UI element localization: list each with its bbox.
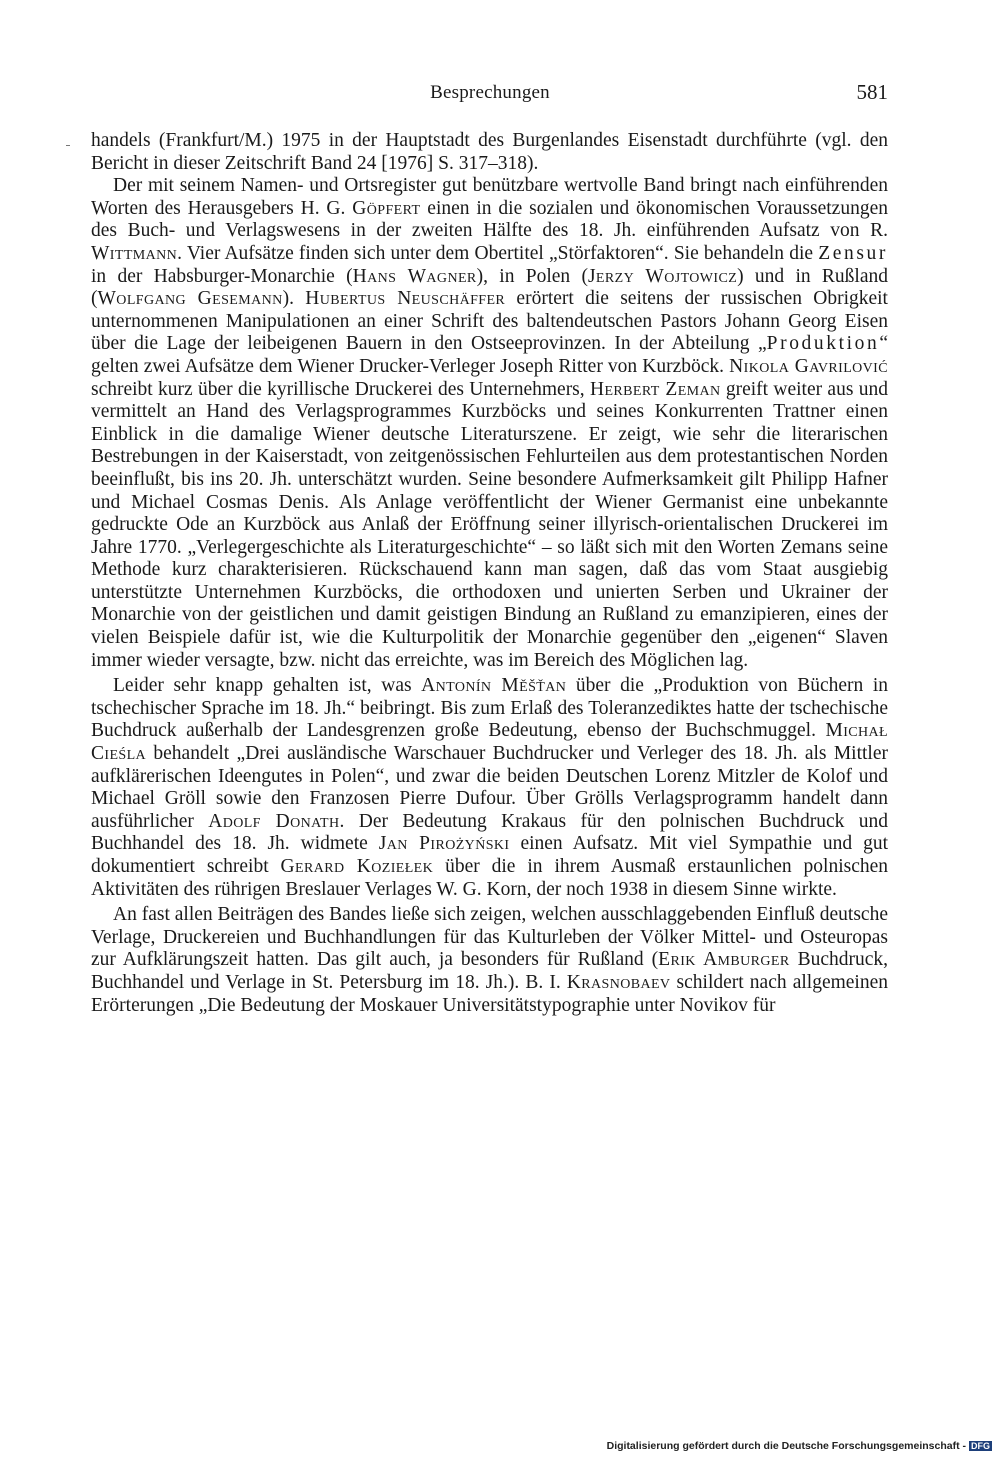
text-run: ), in Polen ( — [476, 265, 588, 287]
author-name: Krasnobaev — [566, 971, 671, 993]
footer-text: Digitalisierung gefördert durch die Deutsche Forschungsgemeinschaft - — [606, 1440, 966, 1452]
text-run: in der Habsburger-Monarchie ( — [91, 265, 353, 287]
digitization-footer — [560, 1440, 992, 1454]
text-run: An fast allen Beiträgen des Bandes ließe sich zeigen, welchen ausschlaggebenden Einfluß deutsche Verlage, Druckereien und Buchhandlungen für das Kulturleben der Völker Mittel- und Osteuropas zur Aufklärungszeit hatten. Das gilt auch, ja besonders für Rußland ( — [91, 904, 888, 971]
text-run: ). — [282, 288, 306, 310]
author-name: Michał Cieśla — [91, 720, 888, 765]
author-name: Jan Pirożyński — [378, 833, 510, 855]
text-run: einen Aufsatz. Mit viel Sympathie und gut dokumentiert schreibt — [91, 833, 888, 877]
text-run: schildert nach allgemeinen Erörterungen „Die Bedeutung der Moskauer Universitätstypographie unter Novikov für — [91, 971, 888, 1016]
author-name: Adolf Donath — [208, 810, 340, 832]
dfg-logo: DFG — [971, 1441, 990, 1451]
body-text — [91, 130, 888, 1017]
author-name: Jerzy Wojtowicz — [587, 265, 738, 287]
running-title: Besprechungen — [430, 82, 550, 103]
text-run: Leider sehr knapp gehalten ist, was — [113, 675, 422, 697]
text-run: greift weiter aus und vermittelt an Hand des Verlagsprogrammes Kurzböcks und seines Konkurrenten Trattner einen Einblick in die damalige Wiener deutsche Literaturszene. Er zeigt, wie sehr die literarischen Bestrebungen in der Kaiserstadt, von zeitgenössischen Fehlurteilen aus dem protestantischen Norden beeinflußt, bis ins 20. Jh. unterschätzt wurden. Seine besondere Aufmerksamkeit gilt Philipp Hafner und Michael Cosmas Denis. Als Anlage veröffentlicht der Wiener Germanist eine unbekannte gedruckte Ode an Kurzböck aus Anlaß der Eröffnung seiner illyrisch-orientalischen Druckerei im Jahre 1770. „Verlegergeschichte als Literaturgeschichte“ – so läßt sich mit den Worten Zemans seine Methode kurz charakterisieren. Rückschauend kann man sagen, daß das vom Staat ausgiebig unterstützte Unternehmen Kurzböcks, die orthodoxen und unierten Serben und Ukrainer der Monarchie von der geistlichen und damit geistigen Bindung an Rußland zu emanzipieren, eines der vielen Beispiele dafür ist, wie die Kulturpolitik der Monarchie gegenüber den „eigenen“ Slaven immer wieder versagte, bzw. nicht das erreichte, was im Bereich des Möglichen lag. — [91, 378, 888, 671]
text-run: “ gelten zwei Aufsätze dem Wiener Drucker-Verleger Joseph Ritter von Kurzböck. — [91, 333, 888, 377]
text-run: Buchdruck, Buchhandel und Verlage in St. Petersburg im 18. Jh.). B. I. — [91, 949, 889, 993]
author-name: Herbert Zeman — [589, 378, 721, 400]
running-header — [0, 82, 1000, 112]
text-run: ) und in Rußland ( — [91, 265, 888, 310]
author-name: Göpfert — [352, 197, 421, 219]
author-name: Hubertus Neuschäffer — [305, 288, 506, 310]
text-run: . Der Bedeutung Krakaus für den polnischen Buchdruck und Buchhandel des 18. Jh. widmete — [91, 810, 888, 855]
text-run: erörtert die seitens der russischen Obrigkeit unternommenen Manipulationen an einer Schrift des baltendeutschen Pastors Johann Georg Eisen über die Lage der leibeigenen Bauern in den Ostseeprovinzen. In der Abteilung „ — [91, 288, 888, 355]
text-run: behandelt „Drei ausländische Warschauer Buchdrucker und Verleger des 18. Jh. als Mittler aufklärerischen Ideengutes in Polen“, und zwar die beiden Deutschen Lorenz Mitzler de Kolof und Michael Gröll sowie den Franzosen Pierre Dufour. Über Grölls Verlagsprogramm handelt dann ausführlicher — [91, 743, 888, 832]
spaced-term: Produktion — [766, 333, 880, 355]
paragraph-2 — [91, 175, 888, 672]
spaced-term: Zensur — [818, 242, 888, 264]
text-run: handels (Frankfurt/M.) 1975 in der Hauptstadt des Burgenlandes Eisenstadt durchführte (vgl. den Bericht in dieser Zeitschrift Band 24 [1976] S. 317–318). — [91, 130, 888, 174]
author-name: Erik Amburger — [658, 949, 790, 971]
text-run: über die „Produktion von Büchern in tschechischer Sprache im 18. Jh.“ beibringt. Bis zum Erlaß des Toleranzediktes hatte der tschechische Buchdruck außerhalb der Landesgrenzen große Bedeutung, ebenso der Buchschmuggel. — [91, 675, 888, 742]
author-name: Nikola Gavrilović — [729, 355, 888, 377]
text-run: Der mit seinem Namen- und Ortsregister gut benützbare wertvolle Band bringt nach einführenden Worten des Herausgebers H. G. — [91, 175, 888, 219]
paragraph-3 — [91, 675, 888, 901]
text-run: einen in die sozialen und ökonomischen Voraussetzungen des Buch- und Verlagswesens in der zweiten Hälfte des 18. Jh. einführenden Aufsatz von R. — [91, 197, 888, 242]
author-name: Antonín Měšťan — [421, 675, 567, 697]
author-name: Hans Wagner — [352, 265, 477, 287]
paragraph-1 — [91, 130, 888, 175]
page-number: 581 — [856, 80, 888, 104]
text-run: . Vier Aufsätze finden sich unter dem Obertitel „Störfaktoren“. Sie behandeln die — [177, 242, 819, 264]
author-name: Wittmann — [91, 242, 178, 264]
author-name: Gerard Koziełek — [280, 856, 434, 877]
text-run: schreibt kurz über die kyrillische Druckerei des Unternehmers, — [91, 378, 590, 400]
text-run: über die in ihrem Ausmaß erstaunlichen polnischen Aktivitäten des rührigen Breslauer Verlages W. G. Korn, der noch 1938 in diesem Sinne wirkte. — [91, 856, 889, 900]
author-name: Wolfgang Gesemann — [97, 288, 283, 310]
margin-mark — [66, 145, 70, 146]
paragraph-4 — [91, 904, 888, 1017]
